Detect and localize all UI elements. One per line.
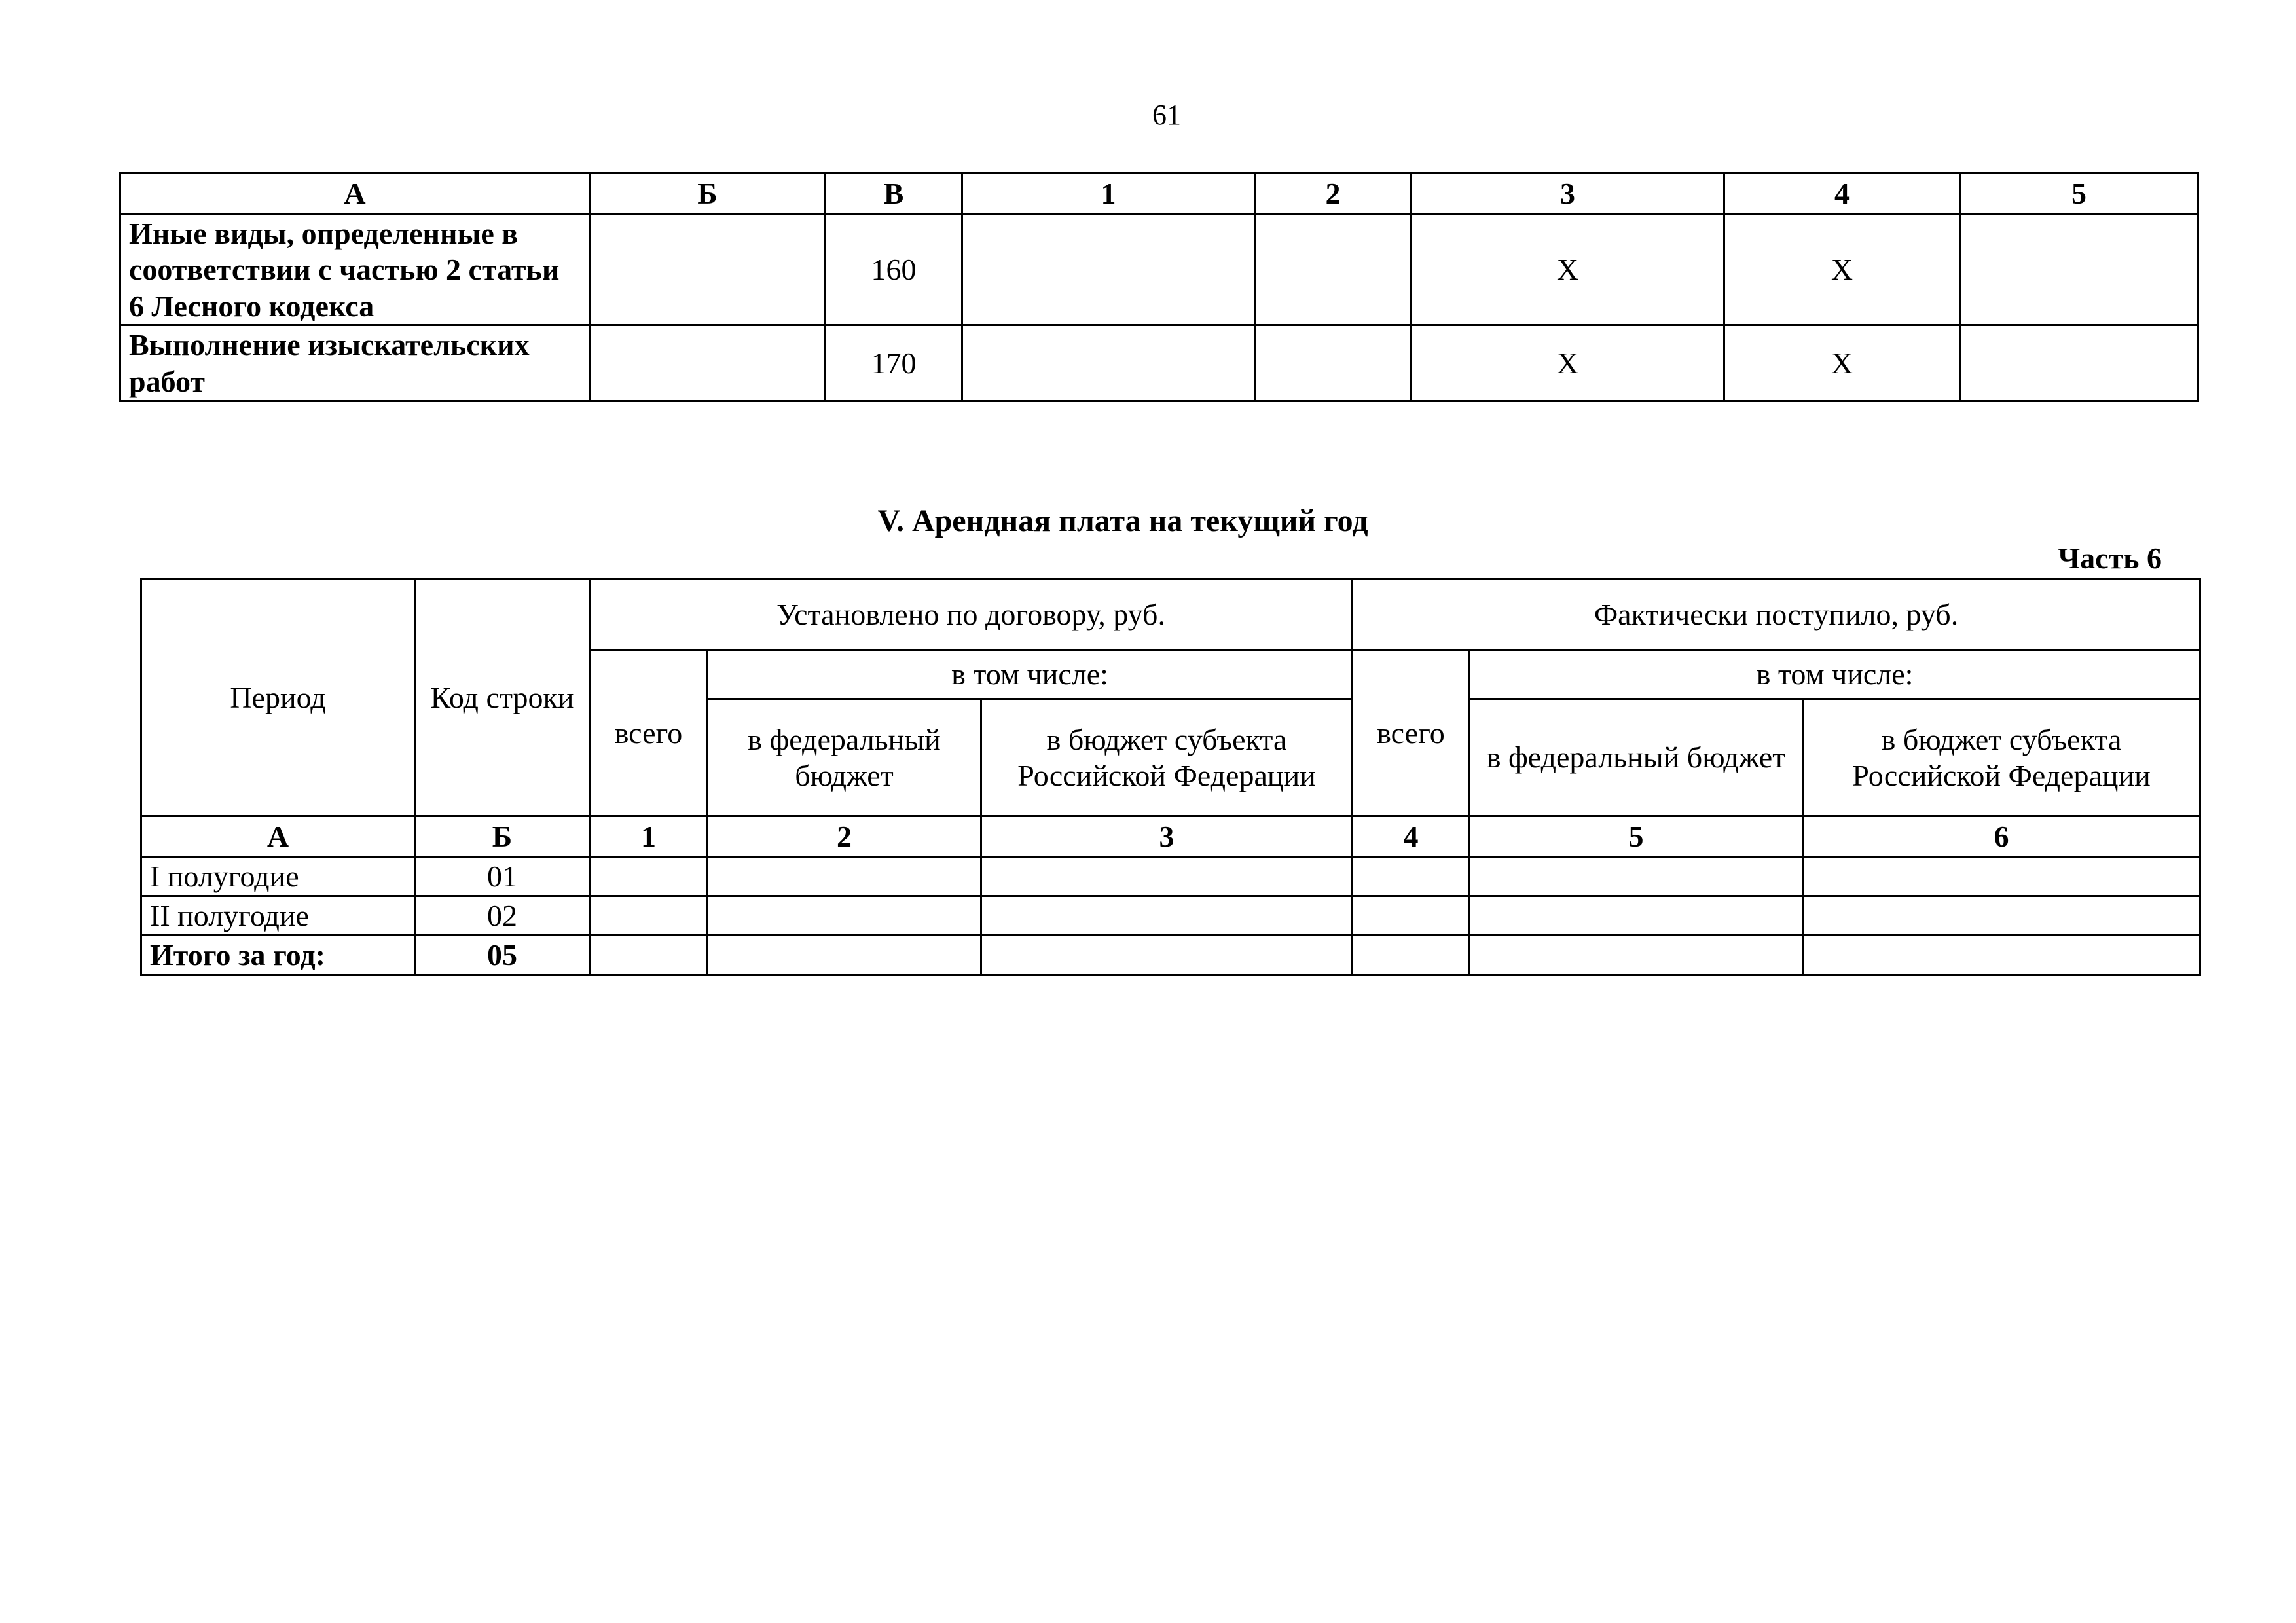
cell: X xyxy=(1412,215,1724,325)
actual-total-header: всего xyxy=(1353,650,1470,816)
forest-use-table xyxy=(119,172,2199,402)
actual-including-header: в том числе: xyxy=(1470,650,2200,699)
cell xyxy=(590,325,826,401)
table-header-row xyxy=(120,173,2198,215)
page-number: 61 xyxy=(1152,99,1181,131)
column-number: А xyxy=(141,816,415,858)
column-number: 3 xyxy=(981,816,1353,858)
cell xyxy=(1803,936,2200,976)
cell xyxy=(1803,858,2200,896)
cell xyxy=(1470,936,1803,976)
cell xyxy=(1960,215,2198,325)
contract-header: Установлено по договору, руб. xyxy=(590,579,1353,650)
row-code: 170 xyxy=(826,325,962,401)
code-header: Код строки xyxy=(415,579,590,816)
cell xyxy=(1353,936,1470,976)
cell xyxy=(1255,215,1412,325)
contract-total-header: всего xyxy=(590,650,708,816)
period-header: Период xyxy=(141,579,415,816)
cell xyxy=(962,325,1255,401)
cell xyxy=(1803,896,2200,936)
column-number: Б xyxy=(415,816,590,858)
contract-regional-header: в бюджет субъекта Российской Федерации xyxy=(981,699,1353,816)
table-row xyxy=(141,858,2200,896)
section-title: V. Арендная плата на текущий год xyxy=(877,503,1368,538)
column-header: В xyxy=(826,173,962,215)
actual-header: Фактически поступило, руб. xyxy=(1353,579,2200,650)
column-number: 1 xyxy=(590,816,708,858)
period-label: I полугодие xyxy=(141,858,415,896)
row-label: Иные виды, определенные в соответствии с частью 2 статьи 6 Лесного кодекса xyxy=(120,215,590,325)
rent-table xyxy=(140,578,2201,976)
column-number: 6 xyxy=(1803,816,2200,858)
cell xyxy=(708,936,981,976)
table-row xyxy=(141,896,2200,936)
actual-federal-header: в федеральный бюджет xyxy=(1470,699,1803,816)
cell xyxy=(981,936,1353,976)
table-row xyxy=(120,325,2198,401)
row-code: 05 xyxy=(415,936,590,976)
column-header: 3 xyxy=(1412,173,1724,215)
cell xyxy=(981,896,1353,936)
cell xyxy=(590,896,708,936)
column-header: 4 xyxy=(1724,173,1960,215)
column-number: 2 xyxy=(708,816,981,858)
table-row xyxy=(120,215,2198,325)
cell xyxy=(962,215,1255,325)
period-label: II полугодие xyxy=(141,896,415,936)
contract-including-header: в том числе: xyxy=(708,650,1353,699)
cell xyxy=(590,858,708,896)
cell xyxy=(708,896,981,936)
column-header: 2 xyxy=(1255,173,1412,215)
cell xyxy=(1353,858,1470,896)
cell: X xyxy=(1724,325,1960,401)
table-header-row xyxy=(141,579,2200,650)
row-label: Выполнение изыскательских работ xyxy=(120,325,590,401)
table-row-total xyxy=(141,936,2200,976)
cell xyxy=(590,936,708,976)
cell xyxy=(1960,325,2198,401)
column-header: 5 xyxy=(1960,173,2198,215)
cell xyxy=(1353,896,1470,936)
cell xyxy=(1255,325,1412,401)
part-label: Часть 6 xyxy=(2058,541,2162,575)
contract-federal-header: в федеральный бюджет xyxy=(708,699,981,816)
column-number: 5 xyxy=(1470,816,1803,858)
column-numbers-row xyxy=(141,816,2200,858)
column-header: Б xyxy=(590,173,826,215)
cell: X xyxy=(1724,215,1960,325)
cell: X xyxy=(1412,325,1724,401)
period-label: Итого за год: xyxy=(141,936,415,976)
actual-regional-header: в бюджет субъекта Российской Федерации xyxy=(1803,699,2200,816)
cell xyxy=(708,858,981,896)
cell xyxy=(1470,858,1803,896)
cell xyxy=(981,858,1353,896)
cell xyxy=(590,215,826,325)
column-header: 1 xyxy=(962,173,1255,215)
row-code: 01 xyxy=(415,858,590,896)
cell xyxy=(1470,896,1803,936)
column-number: 4 xyxy=(1353,816,1470,858)
column-header: А xyxy=(120,173,590,215)
row-code: 02 xyxy=(415,896,590,936)
row-code: 160 xyxy=(826,215,962,325)
